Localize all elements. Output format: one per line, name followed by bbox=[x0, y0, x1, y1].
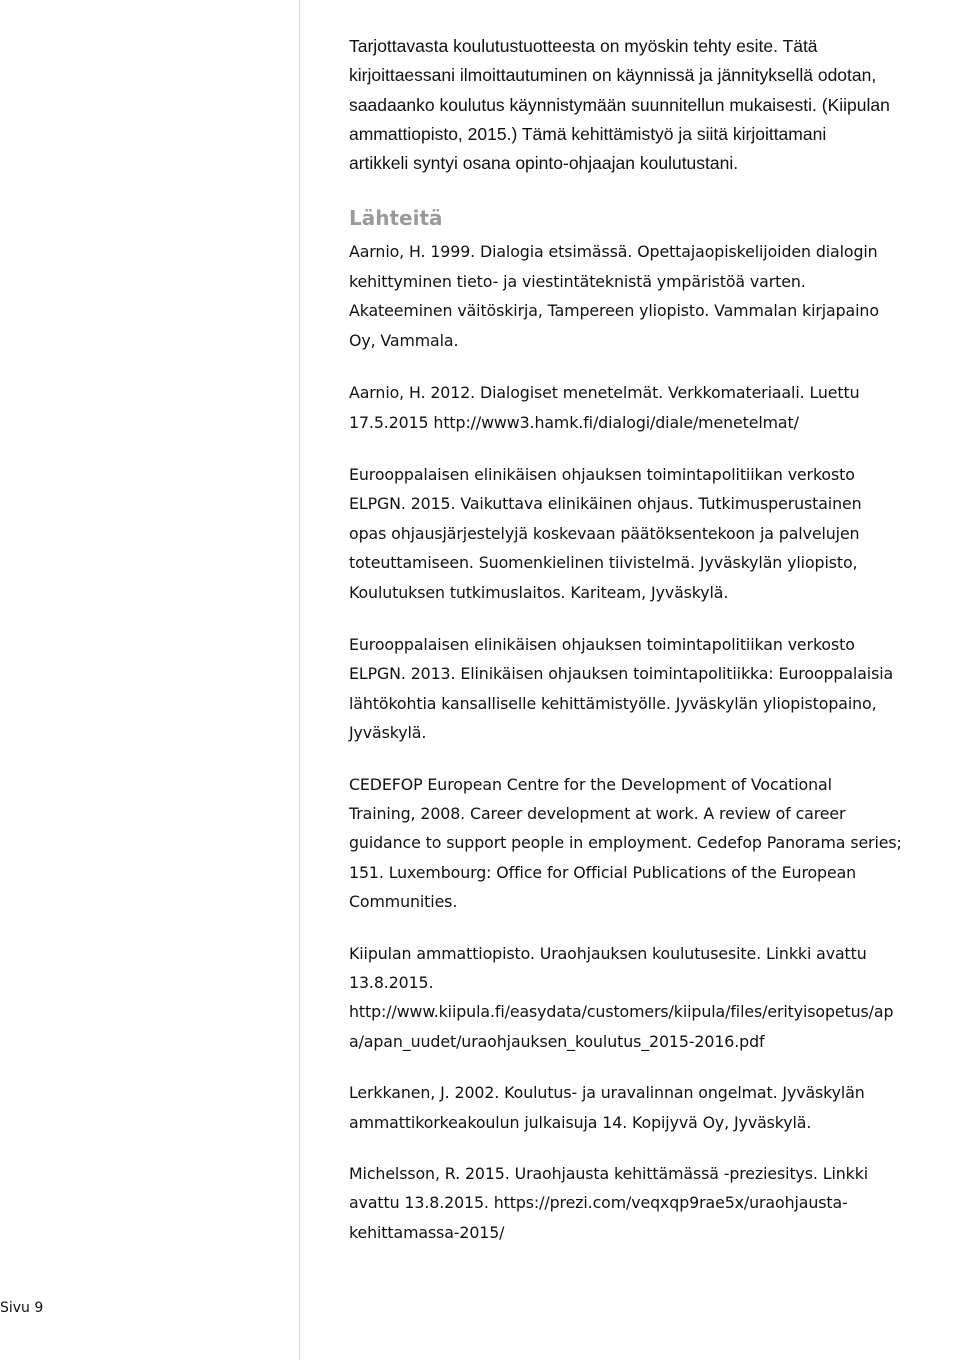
intro-line: Tarjottavasta koulutustuotteesta on myöskin tehty esite. Tätä bbox=[349, 36, 818, 56]
reference-line: Kiipulan ammattiopisto. Uraohjauksen koulutusesite. Linkki avattu bbox=[349, 943, 867, 963]
reference-line: Lerkkanen, J. 2002. Koulutus- ja uravalinnan ongelmat. Jyväskylän bbox=[349, 1083, 865, 1103]
reference-line: opas ohjausjärjestelyjä koskevaan päätöksentekoon ja palvelujen bbox=[349, 523, 860, 543]
reference-link-line[interactable]: avattu 13.8.2015. https://prezi.com/veqxqp9rae5x/uraohjausta- bbox=[349, 1193, 848, 1213]
intro-line: ammattiopisto, 2015.) Tämä kehittämistyö ja siitä kirjoittamani bbox=[349, 123, 827, 144]
reference-line: guidance to support people in employment. Cedefop Panorama series; bbox=[349, 833, 902, 853]
reference-line: ELPGN. 2015. Vaikuttava elinikäinen ohjaus. Tutkimusperustainen bbox=[349, 494, 862, 514]
reference-entry bbox=[349, 237, 957, 355]
reference-link-line[interactable]: http://www.kiipula.fi/easydata/customers/kiipula/files/erityisopetus/ap bbox=[349, 1002, 894, 1022]
reference-line: Eurooppalaisen elinikäisen ohjauksen toimintapolitiikan verkosto bbox=[349, 634, 855, 654]
reference-line: Aarnio, H. 2012. Dialogiset menetelmät. Verkkomateriaali. Luettu bbox=[349, 383, 860, 403]
reference-line: Eurooppalaisen elinikäisen ohjauksen toimintapolitiikan verkosto bbox=[349, 464, 855, 484]
reference-line: Oy, Vammala. bbox=[349, 330, 459, 350]
reference-line: Koulutuksen tutkimuslaitos. Kariteam, Jyväskylä. bbox=[349, 582, 729, 602]
reference-line: Aarnio, H. 1999. Dialogia etsimässä. Opettajaopiskelijoiden dialogin bbox=[349, 242, 878, 262]
reference-link-line[interactable]: kehittamassa-2015/ bbox=[349, 1222, 505, 1242]
reference-entry bbox=[349, 1159, 957, 1247]
references-heading: Lähteitä bbox=[349, 206, 443, 231]
intro-line: artikkeli syntyi osana opinto-ohjaajan koulutustani. bbox=[349, 153, 739, 174]
margin-divider-line bbox=[299, 0, 300, 1360]
reference-entry bbox=[349, 460, 957, 607]
reference-entry bbox=[349, 630, 957, 748]
reference-link-line[interactable]: 17.5.2015 http://www3.hamk.fi/dialogi/diale/menetelmat/ bbox=[349, 412, 799, 432]
reference-line: Communities. bbox=[349, 892, 458, 912]
reference-line: lähtökohtia kansalliselle kehittämistyölle. Jyväskylän yliopistopaino, bbox=[349, 693, 877, 713]
reference-entry bbox=[349, 378, 957, 437]
reference-line: ammattikorkeakoulun julkaisuja 14. Kopijyvä Oy, Jyväskylä. bbox=[349, 1112, 812, 1132]
reference-line: Michelsson, R. 2015. Uraohjausta kehittämässä -preziesitys. Linkki bbox=[349, 1164, 869, 1184]
reference-line: Jyväskylä. bbox=[349, 723, 427, 743]
reference-line: 151. Luxembourg: Office for Official Publications of the European bbox=[349, 862, 857, 882]
page-number: Sivu 9 bbox=[0, 1300, 44, 1316]
reference-link-line[interactable]: a/apan_uudet/uraohjauksen_koulutus_2015-2016.pdf bbox=[349, 1031, 765, 1051]
reference-line: Akateeminen väitöskirja, Tampereen yliopisto. Vammalan kirjapaino bbox=[349, 301, 879, 321]
reference-line: Training, 2008. Career development at work. A review of career bbox=[349, 803, 846, 823]
reference-entry bbox=[349, 939, 957, 1057]
reference-line: CEDEFOP European Centre for the Development of Vocational bbox=[349, 774, 832, 794]
reference-line: toteuttamiseen. Suomenkielinen tiivistelmä. Jyväskylän yliopisto, bbox=[349, 553, 858, 573]
reference-line: 13.8.2015. bbox=[349, 973, 434, 993]
reference-line: kehittyminen tieto- ja viestintäteknistä ympäristöä varten. bbox=[349, 271, 806, 291]
intro-line: saadaanko koulutus käynnistymään suunnitellun mukaisesti. (Kiipulan bbox=[349, 94, 890, 115]
reference-line: ELPGN. 2013. Elinikäisen ohjauksen toimintapolitiikka: Eurooppalaisia bbox=[349, 664, 894, 684]
reference-entry bbox=[349, 1078, 957, 1137]
reference-entry bbox=[349, 770, 957, 917]
page-content bbox=[349, 32, 957, 1247]
intro-line: kirjoittaessani ilmoittautuminen on käynnissä ja jännityksellä odotan, bbox=[349, 65, 877, 86]
intro-paragraph bbox=[349, 32, 957, 178]
